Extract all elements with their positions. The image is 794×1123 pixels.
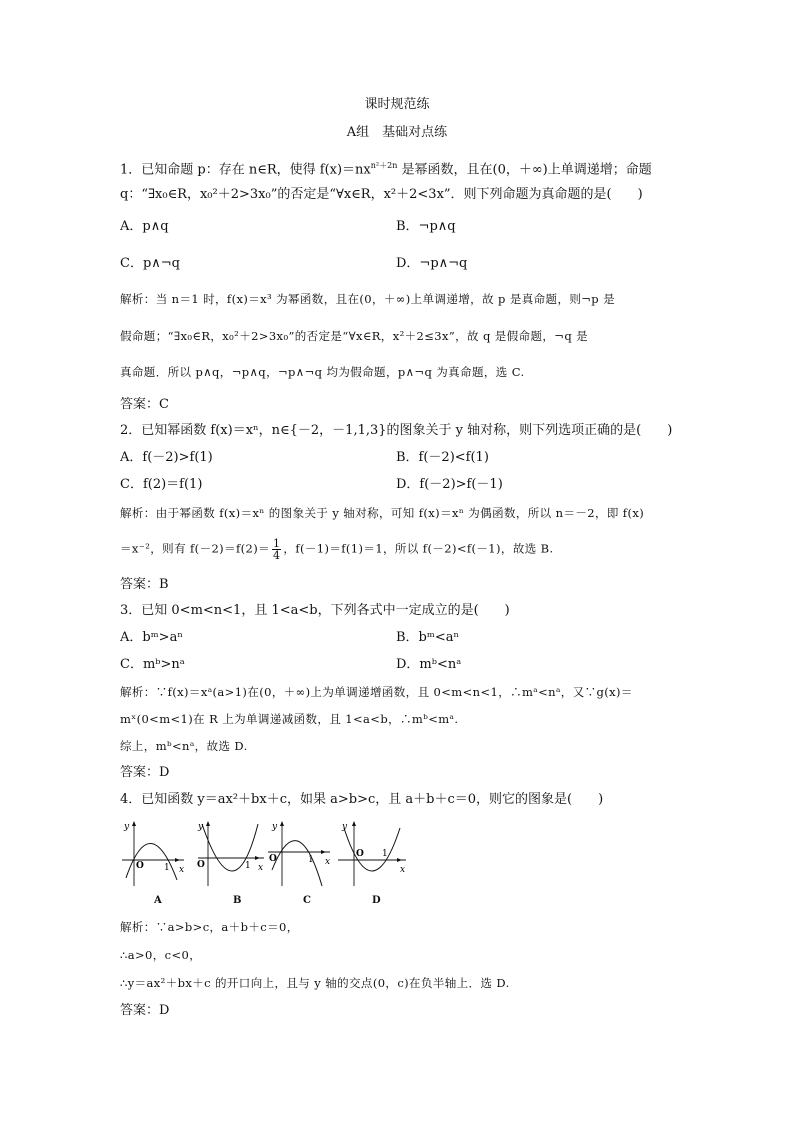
q1-option-a: A．p∧q [120,219,169,234]
q1-option-d: D．¬p∧¬q [396,256,468,271]
graph-c-origin: O [269,854,277,864]
graph-c-one: 1 [308,855,314,865]
graph-c-y: y [272,822,278,832]
q3-analysis-line2: mˣ(0<m<1)在 R 上为单调递减函数，且 1<a<b，∴mᵇ<mᵃ. [120,712,459,726]
q1-stem-line2: q：“∃x₀∈R，x₀²＋2>3x₀”的否定是“∀x∈R，x²＋2<3x”．则下列命题为真命题的是( ) [120,187,643,202]
q1-analysis-line3: 真命题．所以 p∧q，¬p∧q，¬p∧¬q 均为假命题，p∧¬q 为真命题，选 C. [120,365,525,379]
graph-d [336,818,408,888]
graph-b [196,818,266,888]
graph-b-one: 1 [245,861,251,871]
group-subtitle: A组 基础对点练 [346,125,448,140]
graph-c [266,818,332,888]
q4-answer: 答案：D [120,1003,170,1018]
q1-stem-line1: 1．已知命题 p：存在 n∈R，使得 $f(x)=nx^{n^2+2n}$ 是幂函数，且在(0，＋∞)上单调递增；命题 [120,161,652,178]
graph-a [120,818,186,888]
q4-stem: 4．已知函数 y＝ax²＋bx＋c，如果 a>b>c，且 a＋b＋c＝0，则它的图象是( ) [120,792,604,807]
q1-analysis-line1: 解析：当 n＝1 时，f(x)＝x³ 为幂函数，且在(0，＋∞)上单调递增，故 p 是真命题，则¬p 是 [120,292,615,306]
graph-d-label: D [372,895,381,906]
q3-option-d: D．mᵇ<nᵃ [396,657,462,672]
q2-option-a: A．f(－2)>f(1) [120,450,213,465]
q3-stem: 3．已知 0<m<n<1，且 1<a<b，下列各式中一定成立的是( ) [120,603,510,618]
q3-option-b: B．bᵐ<aⁿ [396,630,460,645]
graph-d-origin: O [356,849,364,859]
q2-option-c: C．f(2)＝f(1) [120,477,203,492]
q3-answer: 答案：D [120,765,170,780]
graph-d-y: y [342,822,348,832]
graph-b-x: x [258,863,264,873]
q4-analysis-line2: ∴a>0，c<0， [120,948,202,962]
q4-analysis-line1: 解析：∵a>b>c，a＋b＋c＝0， [120,920,299,934]
q2-stem: 2．已知幂函数 f(x)＝xⁿ，n∈{－2，－1,1,3}的图象关于 y 轴对称，则下列选项正确的是( ) [120,423,673,438]
graph-a-one: 1 [164,863,170,873]
q4-analysis-line3: ∴y＝ax²＋bx＋c 的开口向上，且与 y 轴的交点(0，c)在负半轴上．选 D. [120,976,510,990]
q2-option-b: B．f(－2)<f(1) [396,450,489,465]
page-title: 课时规范练 [364,97,430,112]
graph-a-y: y [124,822,130,832]
q3-option-a: A．bᵐ>aⁿ [120,630,183,645]
graph-d-one: 1 [382,849,388,859]
graph-d-x: x [400,865,406,875]
graph-b-y: y [198,822,204,832]
graph-a-label: A [154,895,162,906]
graph-c-x: x [325,857,331,867]
fraction-one-quarter: $\frac{1}{4}$ [273,537,281,562]
q1-option-c: C．p∧¬q [120,256,180,271]
q3-analysis-line3: 综上，mᵇ<nᵃ，故选 D. [120,739,248,753]
q2-option-d: D．f(－2)>f(－1) [396,477,503,492]
q1-answer: 答案：C [120,397,169,412]
q3-option-c: C．mᵇ>nᵃ [120,657,185,672]
graph-a-origin: O [136,861,144,871]
q2-answer: 答案：B [120,577,169,592]
q2-analysis-line1: 解析：由于幂函数 f(x)＝xⁿ 的图象关于 y 轴对称，可知 f(x)＝xⁿ 为偶函数，所以 n＝－2，即 f(x) [120,506,645,520]
graph-a-x: x [179,865,185,875]
q3-analysis-line1: 解析：∵f(x)＝xᵃ(a>1)在(0，＋∞)上为单调递增函数，且 0<m<n<1，∴mᵃ<nᵃ，又∵g(x)＝ [120,685,633,699]
q1-analysis-line2: 假命题；“∃x₀∈R，x₀²＋2>3x₀”的否定是“∀x∈R，x²＋2≤3x”，故 q 是假命题，¬q 是 [120,329,589,343]
q2-analysis-line2: ＝x⁻²，则有 f(－2)＝f(2)＝ $\frac{1}{4}$ ，f(－1)＝f(1)＝1，所以 f(－2)<f(－1)，故选 B. [120,537,554,562]
graph-c-label: C [303,895,311,906]
q1-option-b: B．¬p∧q [396,219,456,234]
graph-b-label: B [233,895,242,906]
graph-b-origin: O [197,860,205,870]
